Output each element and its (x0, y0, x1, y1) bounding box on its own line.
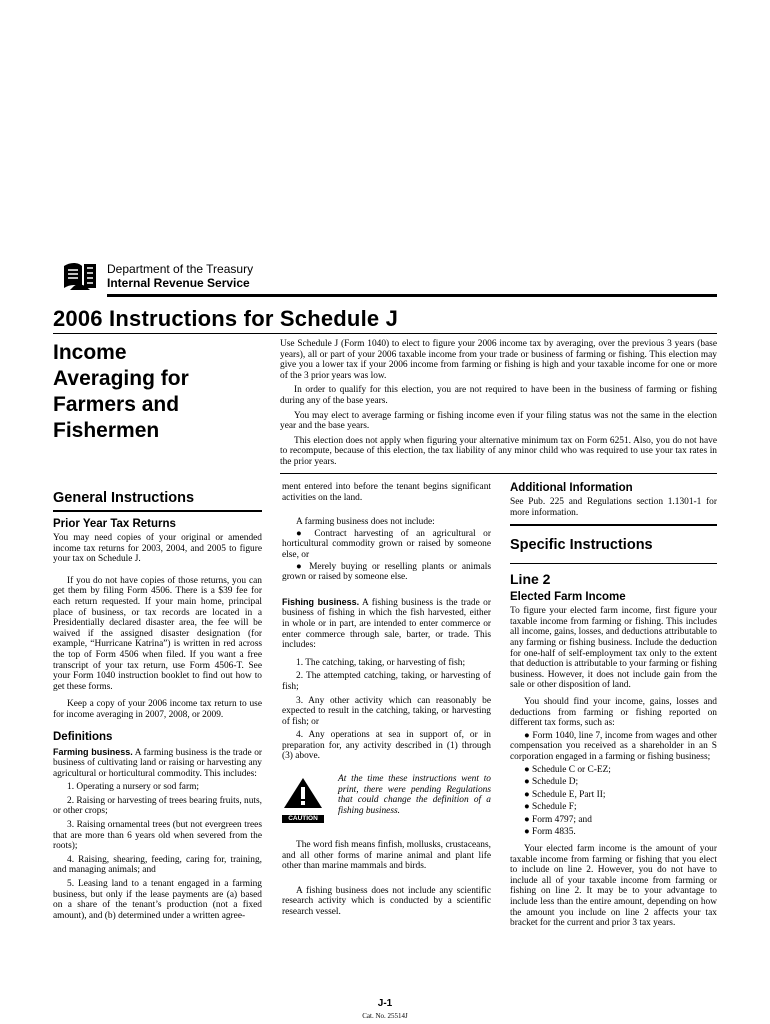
list-item: 4. Any operations at sea in support of, or in preparation for, any activity described in (1) through (3) above. (282, 730, 491, 762)
list-item-text: Schedule D; (532, 777, 579, 788)
intro-text (280, 339, 717, 468)
intro-paragraph: In order to qualify for this election, you are not required to have been in the business of farming or fishing during any of the base years. (280, 385, 717, 406)
list-item: 2. The attempted catching, taking, or harvesting of fish; (282, 671, 491, 692)
list-item (510, 777, 717, 788)
intro-bottom-rule (280, 473, 717, 474)
page-title: 2006 Instructions for Schedule J (53, 306, 399, 331)
list-item (510, 827, 717, 838)
paragraph: To figure your elected farm income, first figure your taxable income from farming or fishing. This includes all income, gains, losses, and deductions attributable to any farming or fishing business. Include the deduction for one-half of self-employment tax only to the extent that deduction is attributable to your farming or fishing business. However, it does not include gain from the sale or other disposition of land. (510, 606, 717, 691)
list-item: 4. Raising, shearing, feeding, caring for, training, and managing animals; and (53, 854, 262, 876)
list-item-text: Schedule F; (532, 802, 577, 813)
paragraph (282, 597, 491, 651)
catalog-number: Cat. No. 25514J (362, 1012, 408, 1020)
bullet-icon: ● (524, 777, 533, 788)
list-item: 1. The catching, taking, or harvesting of fish; (296, 657, 466, 668)
list-item: 3. Any other activity which can reasonably be expected to result in the catching, taking, or harvesting of fish; or (282, 695, 491, 727)
list-item (510, 765, 717, 776)
bullet-icon: ● (524, 789, 533, 800)
bullet-item (282, 562, 491, 583)
list-item-text: Form 1040, line 7, income from wages and other compensation you received as a shareholder in an S corporation engaged in a farming or fishing business; (510, 730, 718, 762)
farming-business-text: A farming business is the trade or business of cultivating land or raising or harvesting any agricultural or horticultural commodity. This includes: (53, 747, 262, 779)
caution-icon (282, 776, 324, 823)
paragraph: Keep a copy of your 2006 income tax return to use for income averaging in 2007, 2008, or 2009. (53, 699, 262, 720)
paragraph: A farming business does not include: (296, 517, 435, 528)
title-rule (53, 333, 717, 334)
section-rule (53, 510, 262, 512)
paragraph: You should find your income, gains, losses and deductions from farming or fishing reported on different tax forms, such as: (510, 696, 717, 729)
intro-paragraph: This election does not apply when figuring your alternative minimum tax on Form 6251. Also, you do not have to recompute, because of this election, the tax liability of any minor child who was required to use your tax rates in the prior years. (280, 435, 717, 467)
paragraph: If you do not have copies of those returns, you can get them by filing Form 4506. There is a $39 fee for each return requested. If your main home, principal place of business, or tax records are located in a Presidentially declared disaster area, the fee will be waived if the assigned disaster designation (for example, “Hurricane Katrina”) is written in red across the top of Form 4506 when filed. If you want a free transcript of your tax return, use Form 4506-T. See your Form 1040 instruction booklet to find out how to get these forms. (53, 575, 262, 692)
bullet-icon: ● (524, 814, 533, 825)
bullet-icon: ● (296, 528, 315, 539)
fishing-business-lead: Fishing business. (282, 596, 360, 607)
general-instructions-heading: General Instructions (53, 490, 195, 506)
column-2 (282, 482, 491, 918)
bullet-icon: ● (524, 802, 533, 813)
paragraph (53, 747, 262, 780)
definitions-heading: Definitions (53, 730, 113, 743)
paragraph: See Pub. 225 and Regulations section 1.1301-1 for more information. (510, 497, 717, 518)
list-item (510, 802, 717, 813)
subtitle-line: Farmers and (53, 393, 180, 416)
list-item (510, 790, 717, 801)
bullet-icon: ● (524, 730, 533, 741)
list-item: 2. Raising or harvesting of trees bearing fruits, nuts, or other crops; (53, 795, 263, 817)
list-item (510, 815, 717, 826)
list-item-text: Schedule C or C-EZ; (532, 764, 611, 775)
paragraph: A fishing business does not include any scientific research activity which is conducted by a scientific research vessel. (282, 885, 491, 918)
caution-text: At the time these instructions went to print, there were pending Regulations that could change the definition of a fishing business. (338, 774, 491, 816)
page-number: J-1 (377, 998, 393, 1009)
subtitle-line: Fishermen (53, 419, 160, 442)
bullet-icon: ● (524, 764, 533, 775)
bullet-text: Merely buying or reselling plants or animals grown or raised by someone else. (282, 561, 491, 583)
subtitle-line: Income (53, 341, 127, 364)
bullet-icon: ● (524, 827, 533, 838)
fishing-business-text: A fishing business is the trade or business of fishing in which the fish harvested, either in whole or in part, are intended to enter commerce or enter commerce through sale, barter, or trade. This includes: (282, 597, 491, 651)
elected-farm-income-heading: Elected Farm Income (510, 591, 626, 604)
specific-instructions-heading: Specific Instructions (510, 537, 653, 554)
paragraph: You may need copies of your original or amended income tax returns for 2003, 2004, and 2005 to figure your tax on Schedule J. (53, 533, 262, 565)
agency-name: Internal Revenue Service (107, 276, 250, 290)
column-1 (53, 486, 262, 921)
list-item: 5. Leasing land to a tenant engaged in a farming business, but only if the lease payments are (a) based on a share of the tenant’s production (not a fixed amount), and (b) determined under a written agree- (53, 879, 262, 921)
intro-paragraph: Use Schedule J (Form 1040) to elect to figure your 2006 income tax by averaging, over the previous 3 years (base years), all or part of your 2006 taxable income from your trade or business of farming or fishing. This election may give you a lower tax if your 2006 income from farming or fishing is high and your taxable income for one or more of the 3 prior years was low. (280, 339, 717, 381)
header-rule (107, 294, 717, 297)
subtitle (53, 340, 189, 444)
line-2-heading: Line 2 (510, 571, 551, 588)
list-item-text: Form 4797; and (532, 814, 592, 825)
caution-label: CAUTION (282, 815, 324, 823)
bullet-icon: ● (296, 561, 310, 572)
list-item: 3. Raising ornamental trees (but not evergreen trees that are more than 6 years old when severed from the roots); (53, 820, 262, 852)
paragraph: ment entered into before the tenant begins significant activities on the land. (282, 482, 491, 503)
department-name: Department of the Treasury (107, 262, 254, 276)
irs-logo (60, 260, 100, 292)
bullet-item (282, 529, 491, 561)
forms-list (510, 731, 717, 838)
paragraph: Your elected farm income is the amount of your taxable income from farming or fishing that you elect to include on line 2. However, you do not have to include all of your taxable income from farming or fishing on line 2. It may be to your advantage to include less than the entire amount, depending on how the amount you include on line 2 affects your tax bracket for the current and prior 3 tax years. (510, 844, 717, 929)
list-item-text: Schedule E, Part II; (532, 789, 606, 800)
subtitle-line: Averaging for (53, 367, 189, 390)
prior-year-heading: Prior Year Tax Returns (53, 518, 176, 530)
additional-information-heading: Additional Information (510, 482, 633, 494)
paragraph: The word fish means finfish, mollusks, crustaceans, and all other forms of marine animal and plant life other than marine mammals and birds. (282, 840, 491, 872)
farming-business-lead: Farming business. (53, 746, 133, 757)
list-item-text: Form 4835. (532, 827, 576, 838)
section-rule (510, 563, 717, 564)
list-item (510, 731, 717, 763)
caution-box (282, 774, 491, 826)
bullet-text: Contract harvesting of an agricultural or horticultural commodity grown or raised by someone else, or (282, 528, 491, 560)
intro-paragraph: You may elect to average farming or fishing income even if your filing status was not the same in the election year and the base years. (280, 410, 717, 432)
column-3 (510, 482, 717, 929)
list-item: 1. Operating a nursery or sod farm; (67, 782, 199, 793)
section-rule (510, 524, 717, 526)
